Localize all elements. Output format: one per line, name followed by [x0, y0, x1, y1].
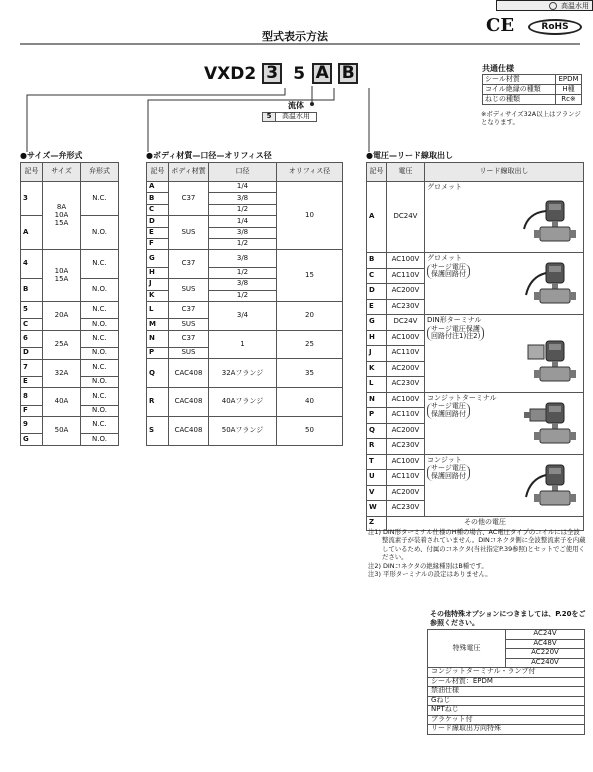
other-voltage: その他の電圧 — [387, 516, 584, 530]
model-prefix: VXD2 — [204, 63, 257, 84]
voltage-code: U — [367, 470, 387, 486]
body-code: A — [147, 182, 169, 193]
voltage-code: H — [367, 330, 387, 346]
lead-wire-cell — [425, 253, 584, 315]
body-row — [147, 301, 343, 318]
fluid-value: 高温水用 — [276, 113, 317, 122]
body-material: C37 — [169, 301, 209, 318]
port-size: 3/8 — [209, 193, 277, 204]
valve-type: N.O. — [81, 279, 119, 302]
size-row — [21, 330, 119, 347]
special-voltage: AC220V — [506, 649, 585, 659]
voltage-code: L — [367, 377, 387, 393]
voltage-code: R — [367, 439, 387, 455]
page-title: 型式表示方法 — [262, 30, 328, 43]
notes-block — [368, 528, 586, 578]
voltage-header-cell: 記号 — [367, 163, 387, 182]
size-row — [21, 388, 119, 405]
common-spec-table — [482, 74, 582, 105]
body-row — [147, 182, 343, 193]
option-voltage-row — [428, 630, 585, 640]
port-size: 3/8 — [209, 227, 277, 238]
valve-type: N.O. — [81, 216, 119, 250]
body-material: CAC408 — [169, 359, 209, 388]
voltage-code: Z — [367, 516, 387, 530]
port-size: 50Aフランジ — [209, 417, 277, 446]
size-value: 32A — [43, 359, 81, 388]
body-code: R — [147, 388, 169, 417]
body-row — [147, 250, 343, 267]
lead-wire-type: コンジット — [427, 455, 462, 464]
option-row — [428, 696, 585, 706]
port-size: 3/4 — [209, 301, 277, 330]
orifice-size: 40 — [277, 388, 343, 417]
body-row — [147, 359, 343, 388]
valve-type: N.C. — [81, 359, 119, 376]
size-row — [21, 301, 119, 318]
spec-label: ねじの種類 — [483, 95, 556, 105]
fluid-code: 5 — [263, 113, 276, 122]
orifice-size: 50 — [277, 417, 343, 446]
port-size: 40Aフランジ — [209, 388, 277, 417]
fluid-label: 流体 — [288, 101, 304, 110]
option-item: Gねじ — [428, 696, 585, 706]
lead-wire-type: グロメット — [427, 254, 462, 262]
body-material: CAC408 — [169, 417, 209, 446]
valve-type: N.O. — [81, 434, 119, 445]
voltage-value: AC230V — [387, 377, 425, 393]
voltage-header-row — [367, 163, 584, 182]
size-code: 5 — [21, 301, 43, 318]
valve-type: N.C. — [81, 301, 119, 318]
size-code: G — [21, 434, 43, 445]
option-item: リード線取出方向特殊 — [428, 725, 585, 735]
voltage-code: W — [367, 501, 387, 517]
valve-type: N.O. — [81, 348, 119, 359]
body-code: E — [147, 227, 169, 238]
voltage-value: AC230V — [387, 299, 425, 315]
body-header-cell: 記号 — [147, 163, 169, 182]
voltage-table — [366, 162, 584, 531]
valve-illustration-icon — [518, 339, 580, 387]
lead-wire-cell — [425, 182, 584, 253]
voltage-code: V — [367, 485, 387, 501]
voltage-row — [367, 253, 584, 269]
lead-wire-note: サージ電圧 保護回路付 — [427, 264, 470, 279]
voltage-value: AC110V — [387, 470, 425, 486]
size-code: 7 — [21, 359, 43, 376]
option-item: 禁油仕様 — [428, 687, 585, 697]
spec-row — [483, 95, 582, 105]
voltage-value: AC110V — [387, 268, 425, 284]
valve-illustration-icon — [518, 463, 580, 511]
voltage-code: C — [367, 268, 387, 284]
spec-value: EPDM — [556, 75, 582, 85]
port-size: 1/4 — [209, 216, 277, 227]
orifice-size: 20 — [277, 301, 343, 330]
port-size: 1/2 — [209, 238, 277, 249]
size-code: 6 — [21, 330, 43, 347]
valve-illustration-icon — [518, 261, 580, 309]
body-row — [147, 417, 343, 446]
option-item: コンジットターミナル・ランプ付 — [428, 668, 585, 678]
voltage-value: AC200V — [387, 423, 425, 439]
voltage-code: B — [367, 253, 387, 269]
body-code: P — [147, 348, 169, 359]
model-box-1: 3 — [262, 63, 282, 84]
body-code: N — [147, 330, 169, 347]
size-code: C — [21, 319, 43, 330]
voltage-code: Q — [367, 423, 387, 439]
voltage-code: G — [367, 315, 387, 331]
spec-row — [483, 75, 582, 85]
body-material: SUS — [169, 279, 209, 302]
valve-illustration-icon — [518, 401, 580, 449]
voltage-value: AC100V — [387, 392, 425, 408]
voltage-value: AC100V — [387, 253, 425, 269]
voltage-code: P — [367, 408, 387, 424]
size-code: 8 — [21, 388, 43, 405]
body-title: ●ボディ材質—口径—オリフィス径 — [146, 151, 272, 160]
voltage-header-cell: 電圧 — [387, 163, 425, 182]
size-code: E — [21, 376, 43, 387]
size-row — [21, 250, 119, 279]
body-code: K — [147, 290, 169, 301]
size-code: D — [21, 348, 43, 359]
body-material: SUS — [169, 348, 209, 359]
port-size: 1/2 — [209, 290, 277, 301]
size-header-cell: 弁形式 — [81, 163, 119, 182]
option-row — [428, 725, 585, 735]
special-voltage: AC48V — [506, 639, 585, 649]
body-code: S — [147, 417, 169, 446]
body-header-cell: ボディ材質 — [169, 163, 209, 182]
orifice-size: 35 — [277, 359, 343, 388]
valve-type: N.O. — [81, 319, 119, 330]
valve-type: N.C. — [81, 417, 119, 434]
body-code: J — [147, 279, 169, 290]
spec-value: Rc※ — [556, 95, 582, 105]
body-table — [146, 162, 343, 446]
orifice-size: 25 — [277, 330, 343, 359]
orifice-size: 15 — [277, 250, 343, 302]
lead-wire-type: グロメット — [427, 183, 462, 191]
valve-type: N.C. — [81, 388, 119, 405]
size-code: B — [21, 279, 43, 302]
ce-mark: CE — [486, 15, 515, 36]
spec-label: コイル絶縁の種類 — [483, 85, 556, 95]
option-item: NPTねじ — [428, 706, 585, 716]
voltage-code: T — [367, 454, 387, 470]
lead-wire-cell — [425, 315, 584, 393]
size-code: F — [21, 405, 43, 416]
model-box-4: B — [338, 63, 358, 84]
body-material: SUS — [169, 216, 209, 250]
voltage-code: A — [367, 182, 387, 253]
lead-wire-type: DIN形ターミナル — [427, 316, 482, 324]
options-intro: その他特殊オプションにつきましては、P.20をご参照ください。 — [430, 610, 586, 627]
voltage-value: AC230V — [387, 439, 425, 455]
header-badge: 高温水用 — [496, 0, 593, 11]
valve-type: N.C. — [81, 182, 119, 216]
body-header-cell: 口径 — [209, 163, 277, 182]
size-header-cell: サイズ — [43, 163, 81, 182]
body-row — [147, 330, 343, 347]
voltage-value: AC100V — [387, 330, 425, 346]
size-header-cell: 記号 — [21, 163, 43, 182]
voltage-code: K — [367, 361, 387, 377]
voltage-row — [367, 315, 584, 331]
size-value: 40A — [43, 388, 81, 417]
note-item: 注2) DINコネクタの絶縁種別はB種です。 — [368, 561, 488, 570]
body-material: C37 — [169, 250, 209, 279]
size-table — [20, 162, 119, 446]
size-title: ●サイズ—弁形式 — [20, 151, 83, 160]
voltage-row — [367, 182, 584, 253]
size-value: 25A — [43, 330, 81, 359]
size-value: 10A 15A — [43, 250, 81, 302]
voltage-header-cell: リード線取出し — [425, 163, 584, 182]
voltage-value: AC200V — [387, 485, 425, 501]
special-voltage: AC24V — [506, 630, 585, 640]
option-item: ブラケット付 — [428, 715, 585, 725]
voltage-value: AC100V — [387, 454, 425, 470]
body-code: D — [147, 216, 169, 227]
valve-type: N.C. — [81, 250, 119, 279]
body-material: C37 — [169, 330, 209, 347]
fluid-table — [262, 112, 317, 122]
body-code: F — [147, 238, 169, 249]
voltage-value: AC230V — [387, 501, 425, 517]
note-item: 注3) 平形ターミナルの設定はありません。 — [368, 570, 492, 579]
size-row — [21, 182, 119, 216]
lead-wire-cell — [425, 454, 584, 516]
size-header-row — [21, 163, 119, 182]
voltage-value: AC200V — [387, 284, 425, 300]
voltage-row — [367, 392, 584, 408]
port-size: 32Aフランジ — [209, 359, 277, 388]
voltage-value: DC24V — [387, 182, 425, 253]
body-row — [147, 388, 343, 417]
body-material: SUS — [169, 319, 209, 330]
port-size: 1 — [209, 330, 277, 359]
port-size: 1/2 — [209, 267, 277, 278]
body-code: G — [147, 250, 169, 267]
special-voltage-label: 特殊電圧 — [428, 630, 506, 668]
model-box-3: A — [312, 63, 332, 84]
valve-type: N.O. — [81, 405, 119, 416]
lead-wire-type: コンジットターミナル — [427, 393, 497, 402]
lead-wire-cell — [425, 392, 584, 454]
body-material: C37 — [169, 182, 209, 216]
option-item: シール材質：EPDM — [428, 677, 585, 687]
voltage-title: ●電圧—リード線取出し — [366, 151, 453, 160]
lead-wire-note: サージ電圧 保護回路付 — [427, 465, 470, 480]
common-spec-note: ※ボディサイズ32A以上はフランジとなります。 — [481, 110, 581, 127]
option-row — [428, 668, 585, 678]
options-table — [427, 629, 585, 735]
voltage-value: DC24V — [387, 315, 425, 331]
size-value: 20A — [43, 301, 81, 330]
size-code: 9 — [21, 417, 43, 434]
lead-wire-note: サージ電圧 保護回路付 — [427, 403, 470, 418]
size-code: 3 — [21, 182, 43, 216]
body-code: M — [147, 319, 169, 330]
size-value: 50A — [43, 417, 81, 446]
port-size: 1/4 — [209, 182, 277, 193]
size-code: 4 — [21, 250, 43, 279]
option-row — [428, 706, 585, 716]
body-material: CAC408 — [169, 388, 209, 417]
common-spec-title: 共通仕様 — [482, 64, 514, 73]
size-code: A — [21, 216, 43, 250]
body-code: B — [147, 193, 169, 204]
option-row — [428, 687, 585, 697]
size-row — [21, 417, 119, 434]
port-size: 3/8 — [209, 279, 277, 290]
model-box-2: 5 — [293, 63, 306, 84]
valve-type: N.O. — [81, 376, 119, 387]
voltage-code: E — [367, 299, 387, 315]
body-header-row — [147, 163, 343, 182]
body-code: Q — [147, 359, 169, 388]
voltage-code: N — [367, 392, 387, 408]
voltage-value: AC110V — [387, 408, 425, 424]
special-voltage: AC240V — [506, 658, 585, 668]
spec-value: H種 — [556, 85, 582, 95]
body-code: C — [147, 204, 169, 215]
port-size: 1/2 — [209, 204, 277, 215]
size-value: 8A 10A 15A — [43, 182, 81, 250]
voltage-value: AC200V — [387, 361, 425, 377]
valve-type: N.C. — [81, 330, 119, 347]
voltage-code: D — [367, 284, 387, 300]
lead-wire-note: サージ電圧保護 回路付注1)注2) — [427, 326, 484, 341]
size-row — [21, 359, 119, 376]
spec-label: シール材質 — [483, 75, 556, 85]
rohs-mark: RoHS — [528, 19, 582, 35]
body-code: L — [147, 301, 169, 318]
note-item: 注1) DIN形ターミナル仕様のH種の場合、AC電圧タイプのコイルには全波整流素子が装着されていません。DINコネクタ側に全波整流素子を内蔵しているため、付属のコネクタ(当社指定P.39参照)とセットでご使用ください。 — [368, 528, 586, 562]
spec-row — [483, 85, 582, 95]
voltage-row — [367, 454, 584, 470]
body-code: H — [147, 267, 169, 278]
voltage-value: AC110V — [387, 346, 425, 362]
port-size: 3/8 — [209, 250, 277, 267]
valve-illustration-icon — [518, 199, 580, 247]
orifice-size: 10 — [277, 182, 343, 250]
body-header-cell: オリフィス径 — [277, 163, 343, 182]
voltage-code: J — [367, 346, 387, 362]
